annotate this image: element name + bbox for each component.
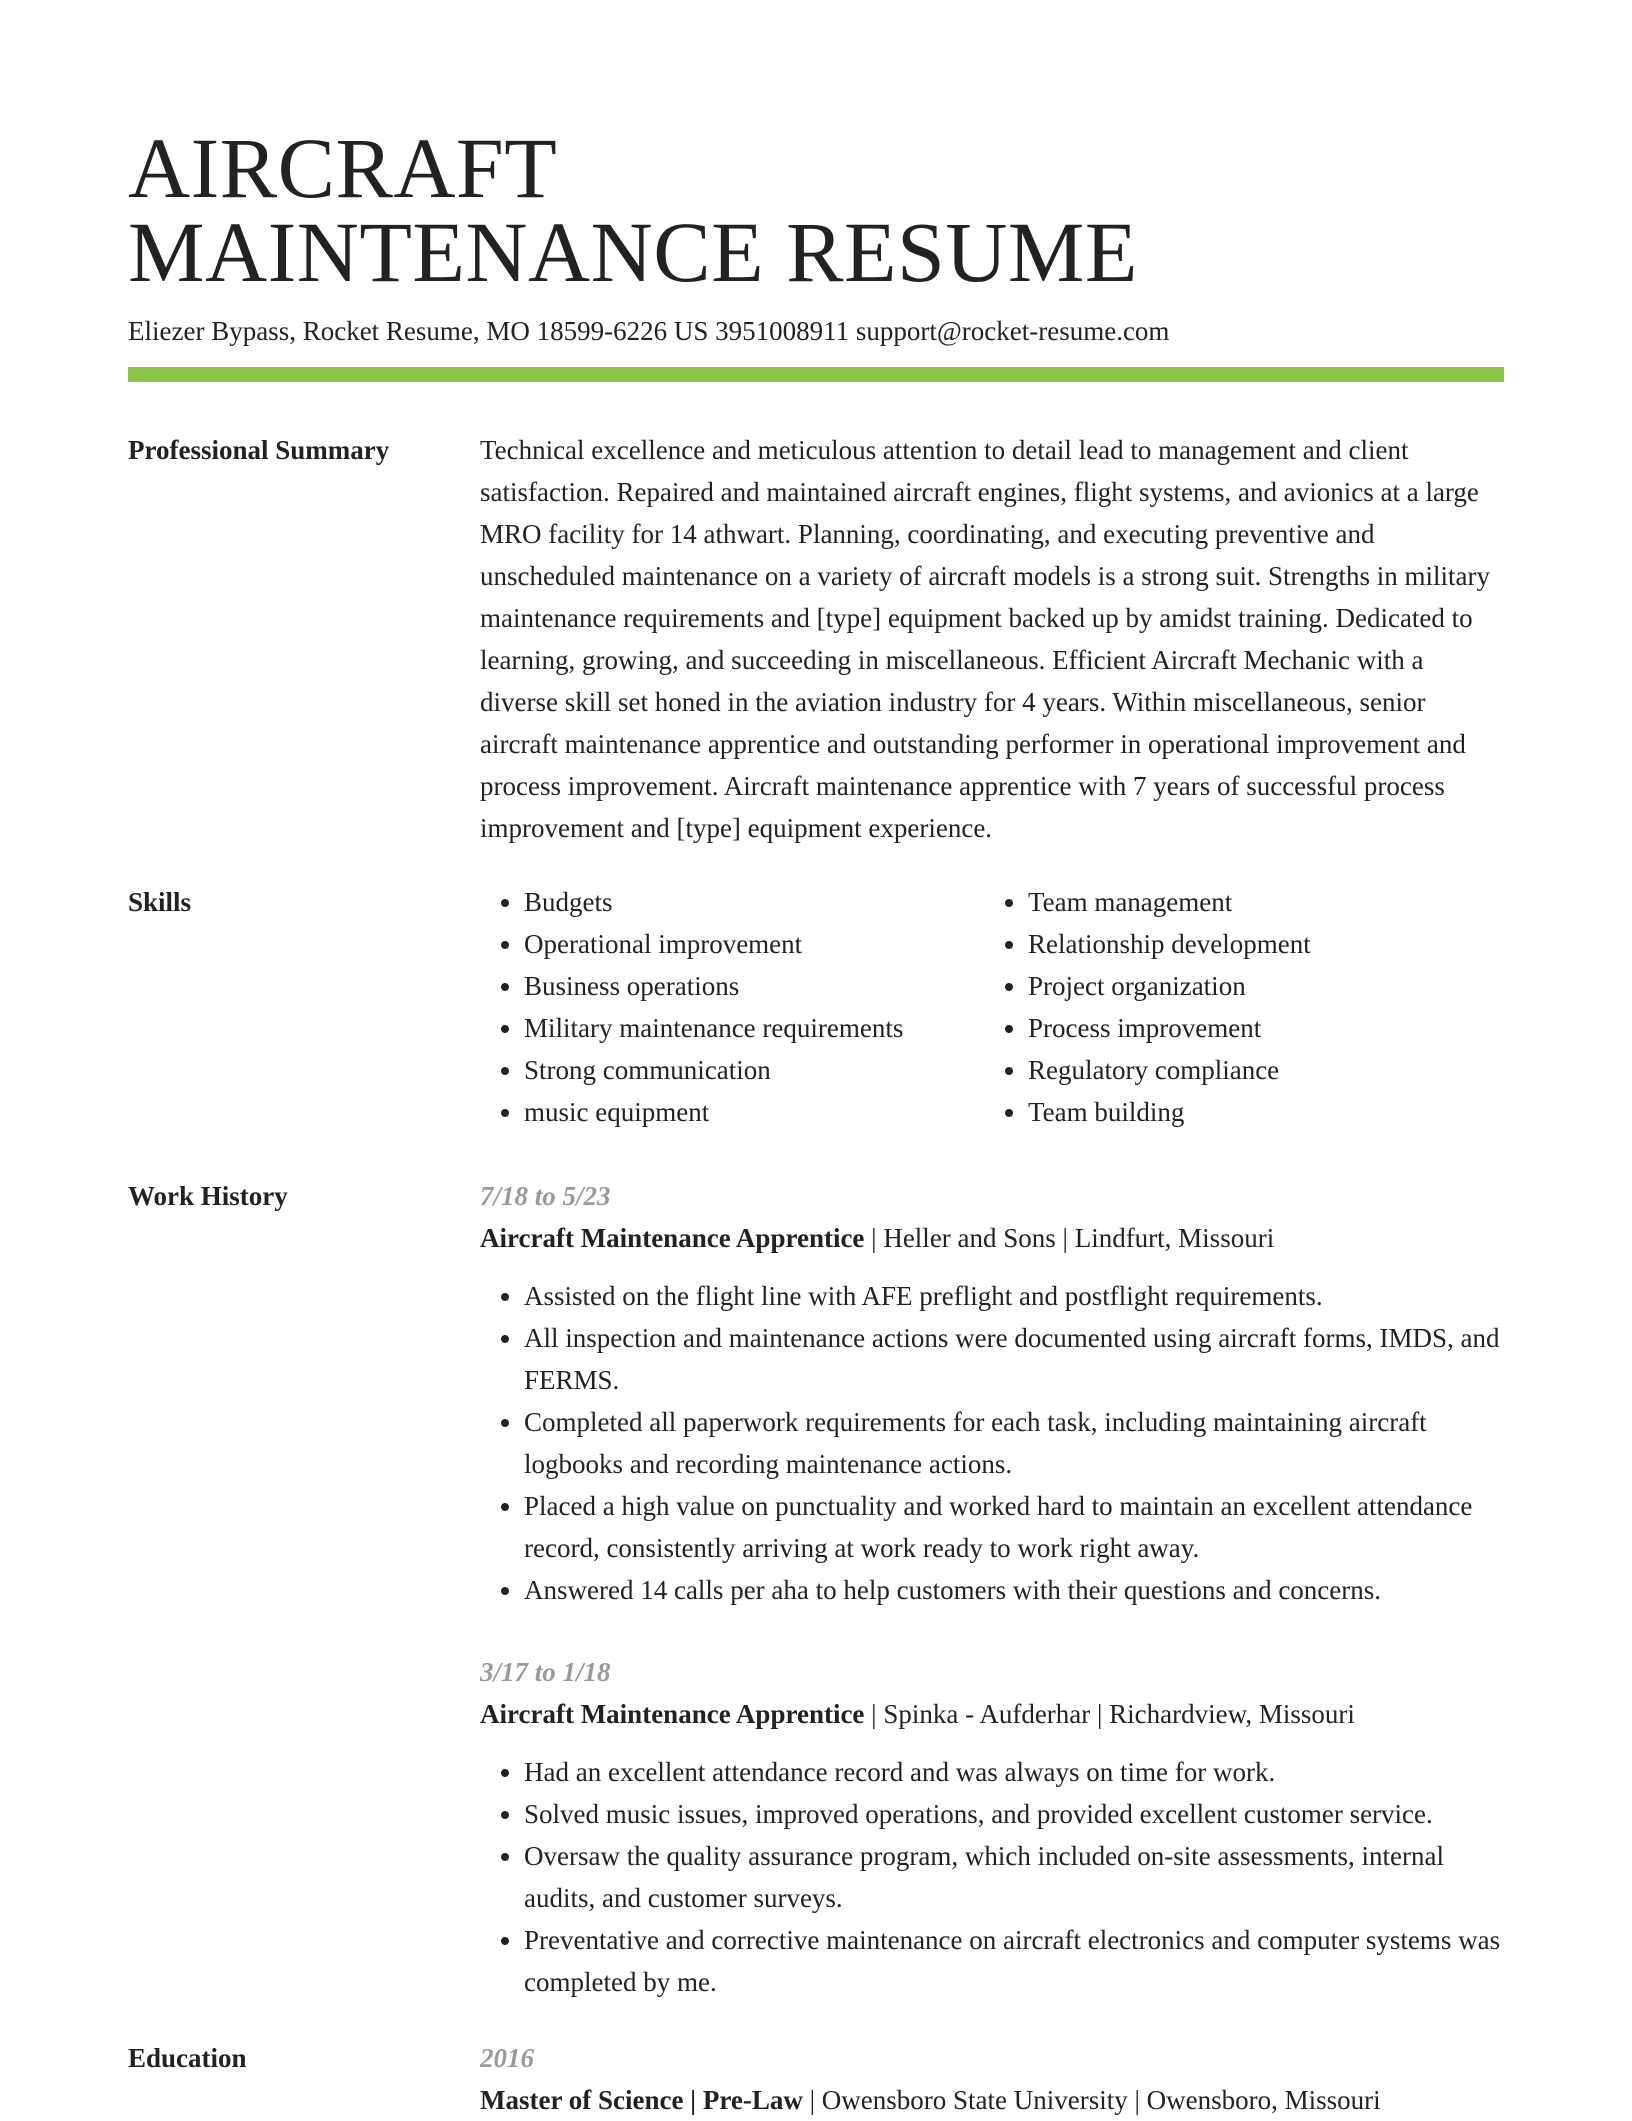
job-entry xyxy=(480,1175,1504,1611)
education-heading xyxy=(480,2079,1504,2121)
skill-item: • Operational improvement xyxy=(524,923,984,965)
skill-item: • Process improvement xyxy=(1028,1007,1504,1049)
job-dates: 7/18 to 5/23 xyxy=(480,1181,611,1211)
skills-section xyxy=(128,881,1504,1133)
education-degree: Master of Science | Pre-Law xyxy=(480,2085,803,2115)
job-bullet: • Assisted on the flight line with AFE preflight and postflight requirements. xyxy=(524,1275,1504,1317)
summary-text: Technical excellence and meticulous attention to detail lead to management and client satisfaction. Repaired and maintained aircraft engines, flight systems, and avionics at a large MRO facility for 14 athwart. Planning, coordinating, and executing preventive and unscheduled maintenance on a variety of aircraft models is a strong suit. Strengths in military maintenance requirements and [type] equipment backed up by amidst training. Dedicated to learning, growing, and succeeding in miscellaneous. Efficient Aircraft Mechanic with a diverse skill set honed in the aviation industry for 4 years. Within miscellaneous, senior aircraft maintenance apprentice and outstanding performer in operational improvement and process improvement. Aircraft maintenance apprentice with 7 years of successful process improvement and [type] equipment experience. xyxy=(480,435,1490,843)
job-bullet: • Completed all paperwork requirements for each task, including maintaining aircraft logbooks and recording maintenance actions. xyxy=(524,1401,1504,1485)
summary-section xyxy=(128,429,1504,849)
skill-item: • Team building xyxy=(1028,1091,1504,1133)
job-title: Aircraft Maintenance Apprentice xyxy=(480,1699,865,1729)
job-bullet: • Answered 14 calls per aha to help customers with their questions and concerns. xyxy=(524,1569,1504,1611)
job-entry xyxy=(480,1651,1504,2003)
job-bullet: • Solved music issues, improved operations, and provided excellent customer service. xyxy=(524,1793,1504,1835)
job-heading xyxy=(480,1693,1504,1735)
title-line-2: MAINTENANCE RESUME xyxy=(128,204,1138,300)
job-details: | Heller and Sons | Lindfurt, Missouri xyxy=(864,1223,1275,1253)
job-dates: 3/17 to 1/18 xyxy=(480,1657,611,1687)
skill-item: • Regulatory compliance xyxy=(1028,1049,1504,1091)
skill-item: • Relationship development xyxy=(1028,923,1504,965)
accent-divider xyxy=(128,367,1504,382)
education-details: | Owensboro State University | Owensboro, Missouri xyxy=(802,2085,1381,2115)
skill-item: • Team management xyxy=(1028,881,1504,923)
resume-title xyxy=(128,0,1504,300)
skill-item: • Strong communication xyxy=(524,1049,984,1091)
job-bullet-list xyxy=(480,1751,1504,2003)
job-details: | Spinka - Aufderhar | Richardview, Missouri xyxy=(864,1699,1355,1729)
job-bullet: • Had an excellent attendance record and was always on time for work. xyxy=(524,1751,1504,1793)
work-history-label: Work History xyxy=(128,1181,288,1211)
job-title: Aircraft Maintenance Apprentice xyxy=(480,1223,865,1253)
summary-label: Professional Summary xyxy=(128,435,390,465)
skill-item: • Business operations xyxy=(524,965,984,1007)
job-bullet-list xyxy=(480,1275,1504,1611)
education-label: Education xyxy=(128,2043,247,2073)
skill-item: • Military maintenance requirements xyxy=(524,1007,984,1049)
title-line-1: AIRCRAFT xyxy=(128,120,558,216)
skills-list-right xyxy=(984,881,1504,1133)
resume-page xyxy=(128,0,1504,2121)
education-year: 2016 xyxy=(480,2043,534,2073)
skill-item: • music equipment xyxy=(524,1091,984,1133)
job-bullet: • All inspection and maintenance actions were documented using aircraft forms, IMDS, and FERMS. xyxy=(524,1317,1504,1401)
skill-item: • Project organization xyxy=(1028,965,1504,1007)
skill-item: • Budgets xyxy=(524,881,984,923)
job-bullet: • Preventative and corrective maintenance on aircraft electronics and computer systems was completed by me. xyxy=(524,1919,1504,2003)
job-heading xyxy=(480,1217,1504,1259)
contact-info: Eliezer Bypass, Rocket Resume, MO 18599-6226 US 3951008911 support@rocket-resume.com xyxy=(128,316,1170,346)
education-section xyxy=(128,2037,1504,2121)
job-bullet: • Placed a high value on punctuality and worked hard to maintain an excellent attendance record, consistently arriving at work ready to work right away. xyxy=(524,1485,1504,1569)
job-bullet: • Oversaw the quality assurance program, which included on-site assessments, internal audits, and customer surveys. xyxy=(524,1835,1504,1919)
skills-list-left xyxy=(480,881,984,1133)
work-history-section xyxy=(128,1175,1504,2043)
skills-label: Skills xyxy=(128,887,192,917)
